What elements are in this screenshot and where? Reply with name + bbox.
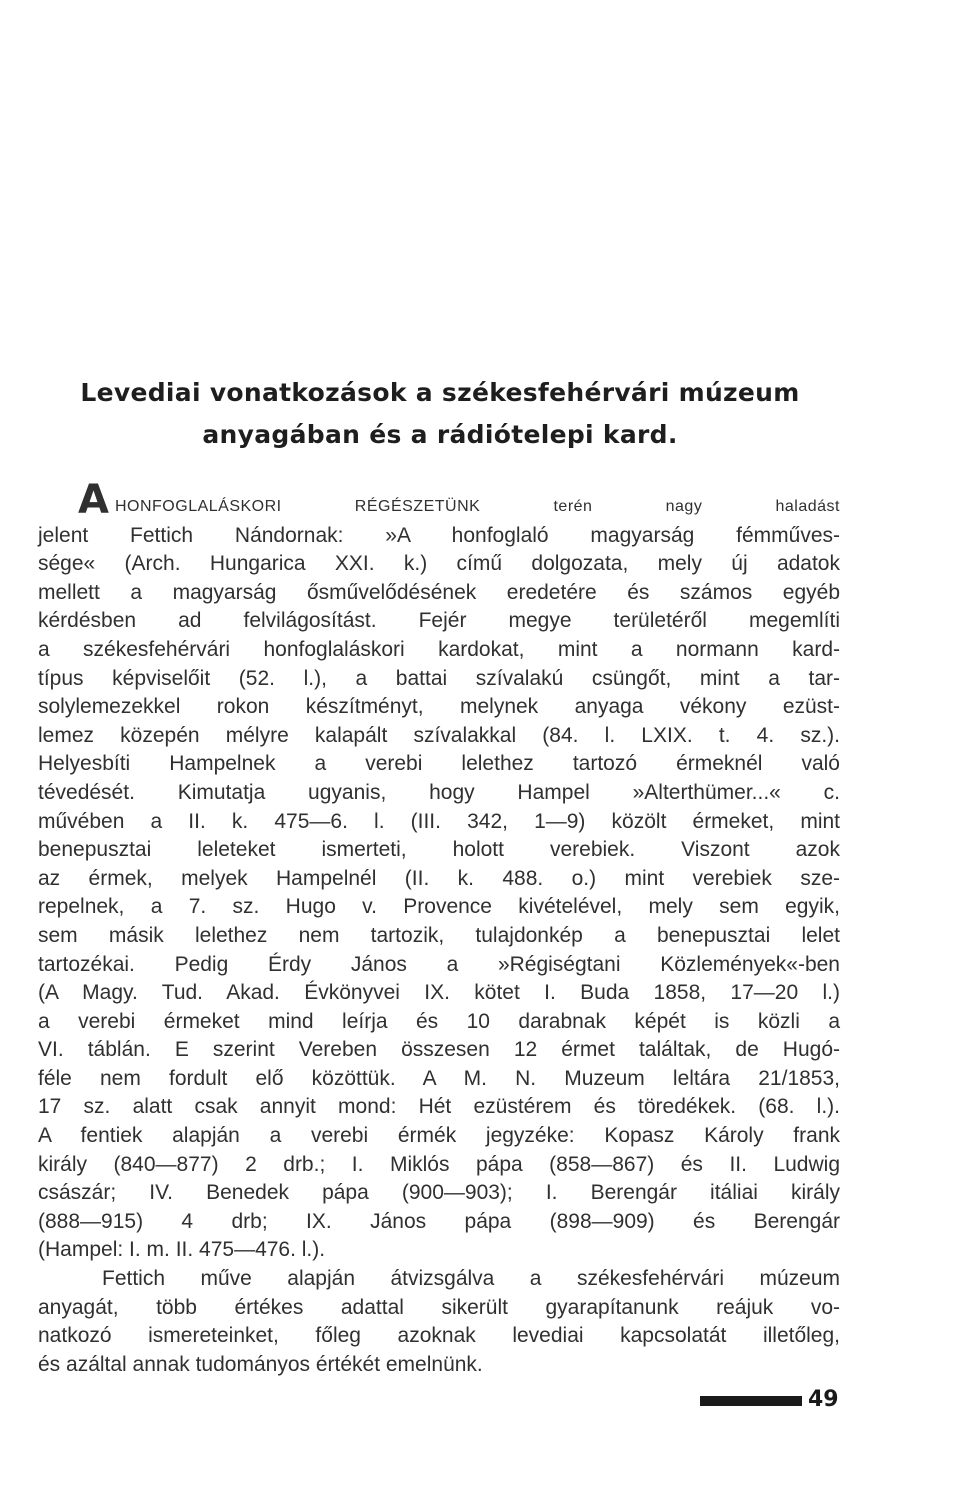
- body-line: VI. táblán. E szerint Vereben összesen 12 érmet találtak, de Hugó-: [38, 1038, 840, 1062]
- body-line: (888—915) 4 drb; IX. János pápa (898—909) és Berengár: [38, 1209, 840, 1233]
- body-line: benepusztai leleteket ismerteti, holott verebiek. Viszont azok: [38, 838, 840, 862]
- title-line-2: anyagában és a rádiótelepi kard.: [202, 420, 678, 449]
- body-line: jelent Fettich Nándornak: »A honfoglaló magyarság fémműves-: [38, 523, 840, 547]
- body-line: tartozékai. Pedig Érdy János a »Régiségtani Közlemények«-ben: [38, 952, 840, 976]
- body-line: tévedését. Kimutatja ugyanis, hogy Hampel »Alterthümer...« c.: [38, 780, 840, 804]
- body-line: lemez közepén mélyre kalapált szívalakkal (84. l. LXIX. t. 4. sz.).: [38, 723, 840, 747]
- body-line: mellett a magyarság ősművelődésének eredetére és számos egyéb: [38, 580, 840, 604]
- body-line: 17 sz. alatt csak annyit mond: Hét ezüstérem és töredékek. (68. l.).: [38, 1095, 840, 1119]
- page-number: 49: [808, 1387, 839, 1412]
- body-line: A fentiek alapján a verebi érmék jegyzéke: Kopasz Károly frank: [38, 1124, 840, 1148]
- body-line-text: HONFOGLALÁSKORI RÉGÉSZETÜNK terén nagy haladást: [114, 498, 840, 515]
- body-line: típus képviselőit (52. l.), a battai szívalakú csüngőt, mint a tar-: [38, 666, 840, 690]
- page-footer: [700, 1385, 840, 1415]
- footer-rule: [700, 1396, 802, 1406]
- drop-cap: A: [78, 477, 109, 523]
- body-line: sége« (Arch. Hungarica XXI. k.) című dolgozata, mely új adatok: [38, 552, 840, 576]
- body-line: (Hampel: I. m. II. 475—476. l.).: [38, 1238, 326, 1262]
- body-line: solylemezekkel rokon készítményt, melynek anyaga vékony ezüst-: [38, 695, 840, 719]
- body-line: Helyesbíti Hampelnek a verebi lelethez tartozó érmeknél való: [38, 752, 840, 776]
- body-line: féle nem fordult elő közöttük. A M. N. Muzeum leltára 21/1853,: [38, 1066, 840, 1090]
- body-line: sem másik lelethez nem tartozik, tulajdonkép a benepusztai lelet: [38, 923, 840, 947]
- article-title: [40, 372, 840, 456]
- body-line: natkozó ismereteinket, főleg azoknak levediai kapcsolatát illetőleg,: [38, 1324, 840, 1348]
- body-line: az érmek, melyek Hampelnél (II. k. 488. o.) mint verebiek sze-: [38, 866, 840, 890]
- article-body: [38, 477, 840, 1379]
- body-line: anyagát, több értékes adattal sikerült gyarapítanunk reájuk vo-: [38, 1295, 840, 1319]
- body-line: a székesfehérvári honfoglaláskori kardokat, mint a normann kard-: [38, 637, 840, 661]
- body-line: a verebi érmeket mind leírja és 10 darabnak képét is közli a: [38, 1009, 840, 1033]
- body-line: [38, 477, 840, 523]
- body-line: művében a II. k. 475—6. l. (III. 342, 1—9) közölt érmeket, mint: [38, 809, 840, 833]
- body-line: (A Magy. Tud. Akad. Évkönyvei IX. kötet I. Buda 1858, 17—20 l.): [38, 981, 840, 1005]
- body-line: császár; IV. Benedek pápa (900—903); I. Berengár itáliai király: [38, 1181, 840, 1205]
- body-line: király (840—877) 2 drb.; I. Miklós pápa (858—867) és II. Ludwig: [38, 1152, 840, 1176]
- body-line: kérdésben ad felvilágosítást. Fejér megye területéről megemlíti: [38, 609, 840, 633]
- body-line: repelnek, a 7. sz. Hugo v. Provence kivételével, mely sem egyik,: [38, 895, 840, 919]
- body-line: Fettich műve alapján átvizsgálva a székesfehérvári múzeum: [102, 1267, 840, 1291]
- title-line-1: Levediai vonatkozások a székesfehérvári múzeum: [80, 378, 800, 407]
- body-line: és azáltal annak tudományos értékét emelnünk.: [38, 1352, 483, 1376]
